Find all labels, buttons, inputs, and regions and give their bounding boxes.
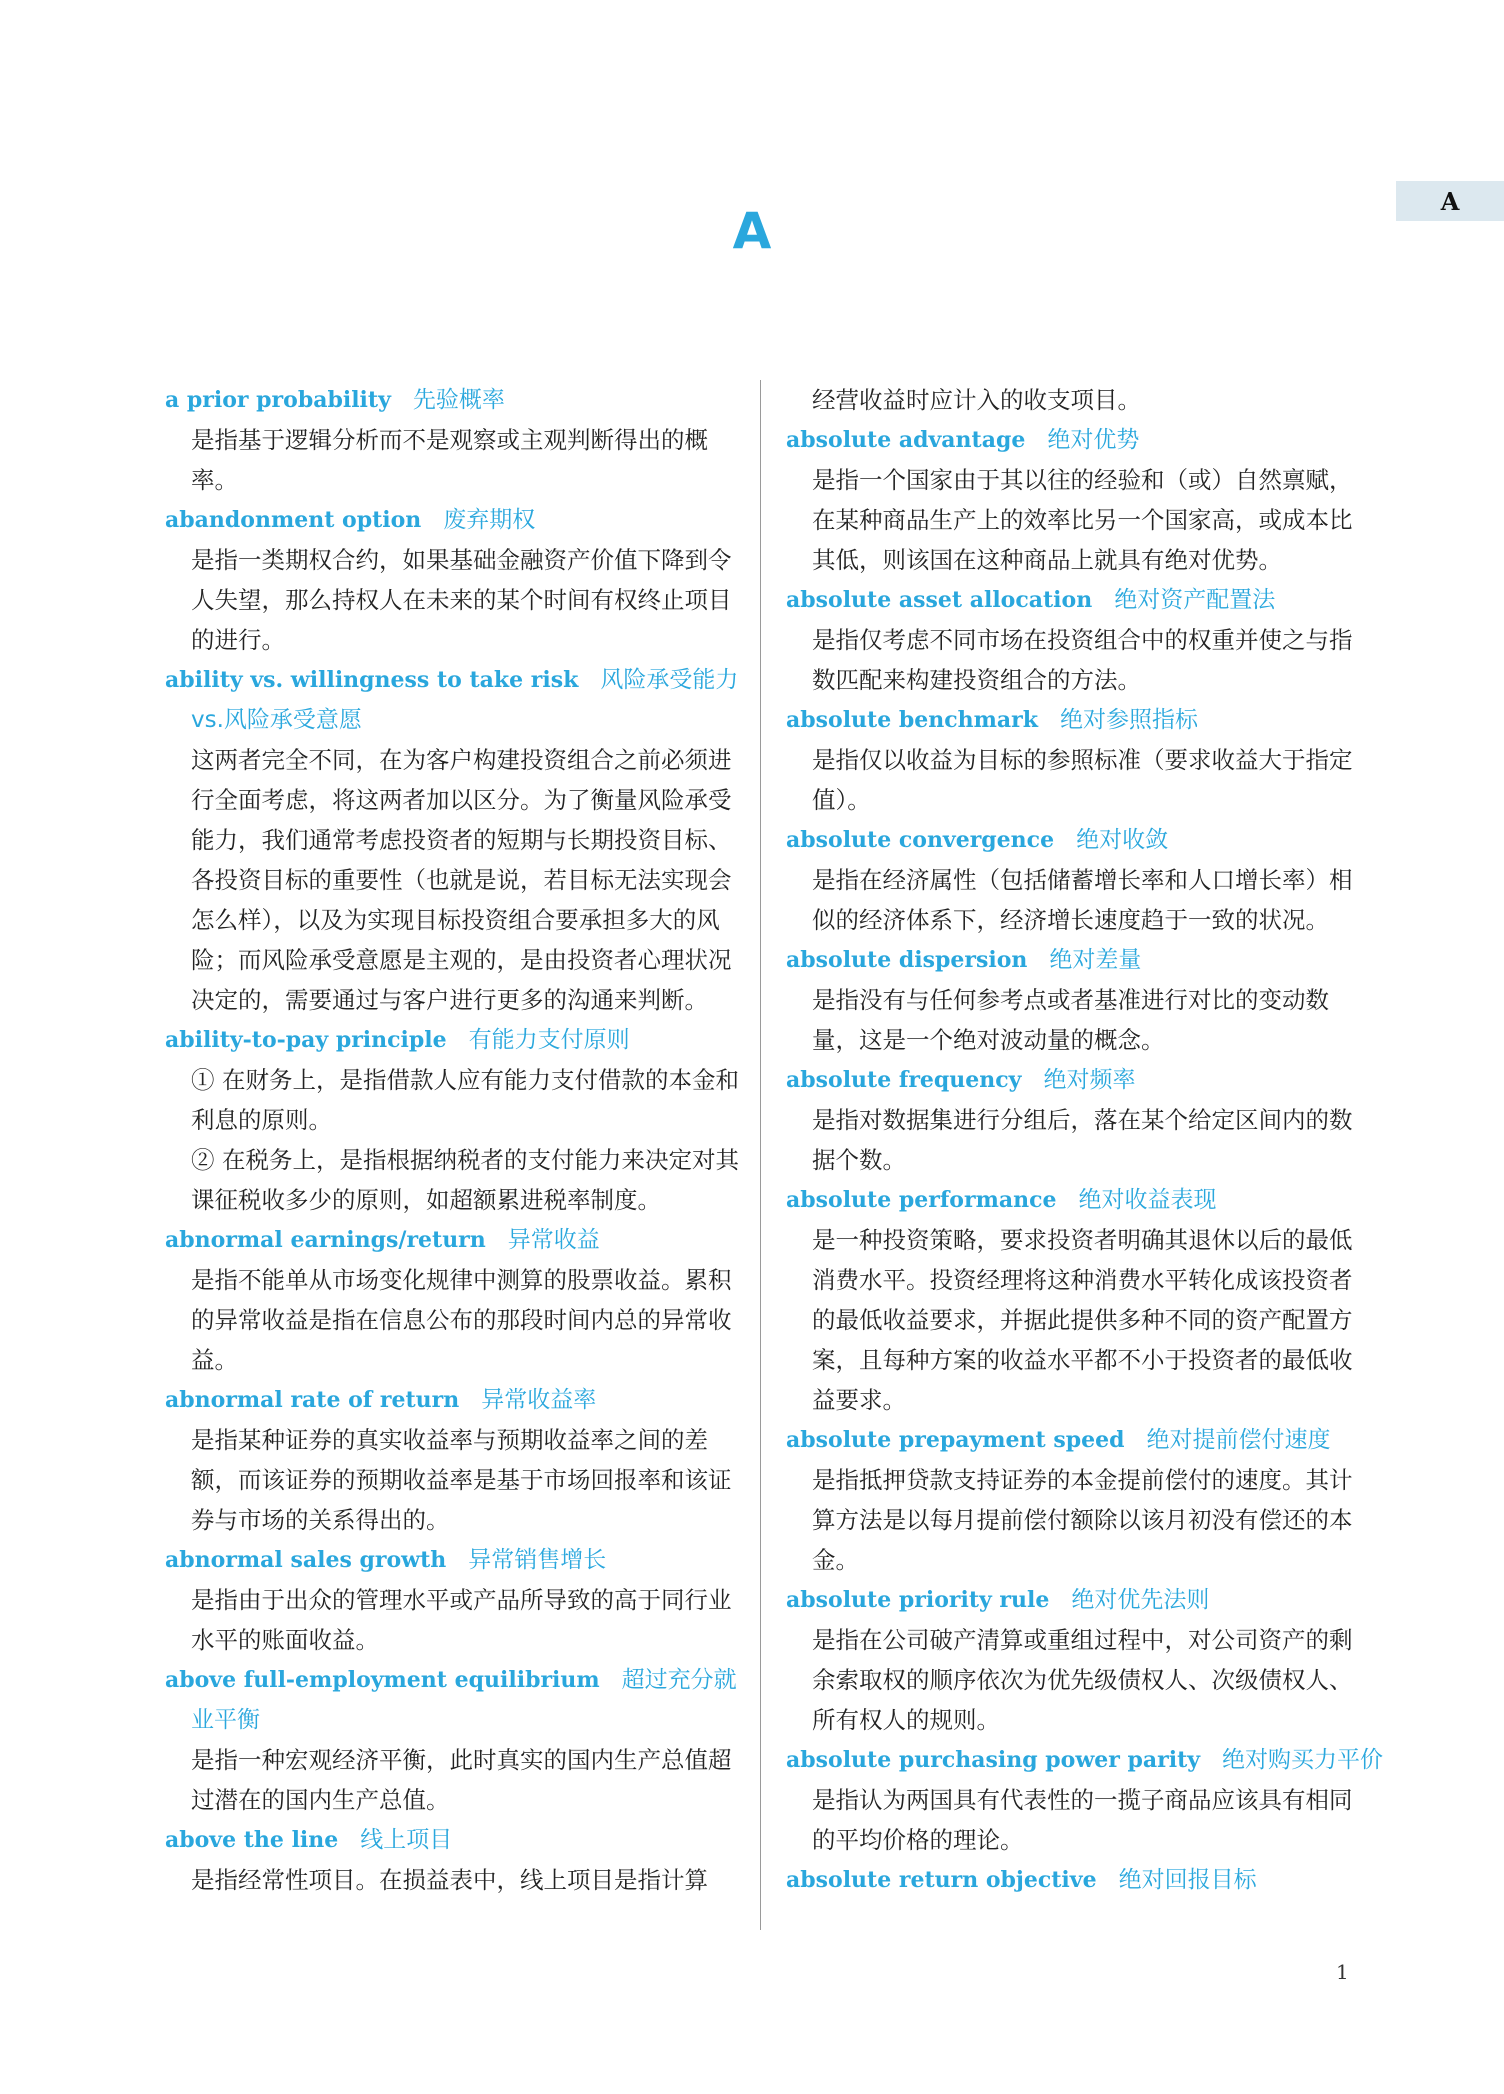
term-chinese: 绝对差量 (1049, 947, 1142, 973)
term-english: absolute convergence (786, 827, 1055, 853)
glossary-entry (786, 580, 1361, 700)
glossary-entry (786, 1420, 1361, 1580)
term-definition: 是指在公司破产清算或重组过程中，对公司资产的剩余索取权的顺序依次为优先级债权人、次级债权人、所有权人的规则。 (812, 1626, 1353, 1734)
glossary-term (165, 1380, 740, 1420)
glossary-entry (786, 1060, 1361, 1180)
term-definition: 是指抵押贷款支持证券的本金提前偿付的速度。其计算方法是以每月提前偿付额除以该月初没有偿还的本金。 (812, 1466, 1353, 1574)
term-chinese: 绝对收敛 (1076, 827, 1169, 853)
term-definition: 是指基于逻辑分析而不是观察或主观判断得出的概率。 (191, 426, 708, 494)
glossary-entry (165, 1540, 740, 1660)
glossary-entry (165, 1820, 740, 1900)
term-chinese: 异常销售增长 (468, 1547, 607, 1573)
term-chinese: 绝对参照指标 (1060, 707, 1199, 733)
glossary-entry (786, 380, 1361, 420)
glossary-term (786, 1060, 1361, 1100)
term-definition: 是指认为两国具有代表性的一揽子商品应该具有相同的平均价格的理论。 (812, 1786, 1353, 1854)
term-definition: 是指仅考虑不同市场在投资组合中的权重并使之与指数匹配来构建投资组合的方法。 (812, 626, 1353, 694)
term-definition: 是指没有与任何参考点或者基准进行对比的变动数量，这是一个绝对波动量的概念。 (812, 986, 1329, 1054)
glossary-term (165, 1020, 740, 1060)
term-english: above the line (165, 1827, 339, 1853)
term-english: above full-employment equilibrium (165, 1667, 600, 1693)
glossary-term (165, 1820, 740, 1860)
glossary-term (786, 1420, 1361, 1460)
glossary-entry (786, 1860, 1361, 1900)
term-definition: ② 在税务上，是指根据纳税者的支付能力来决定对其课征税收多少的原则，如超额累进税率制度。 (191, 1146, 739, 1214)
term-definition: 是指经常性项目。在损益表中，线上项目是指计算 (191, 1866, 708, 1894)
term-chinese: 绝对收益表现 (1078, 1187, 1217, 1213)
glossary-term (786, 700, 1361, 740)
term-chinese: 绝对回报目标 (1118, 1867, 1257, 1893)
term-english: absolute dispersion (786, 947, 1028, 973)
glossary-entry (786, 1180, 1361, 1420)
term-chinese: 异常收益率 (481, 1387, 597, 1413)
term-english: absolute priority rule (786, 1587, 1050, 1613)
column-divider (760, 380, 761, 1930)
term-english: ability-to-pay principle (165, 1027, 447, 1053)
term-english: abnormal earnings/return (165, 1227, 486, 1253)
glossary-term (165, 660, 740, 740)
glossary-entry (786, 1580, 1361, 1740)
glossary-term (786, 1860, 1361, 1900)
term-definition: 是一种投资策略，要求投资者明确其退休以后的最低消费水平。投资经理将这种消费水平转化成该投资者的最低收益要求，并据此提供多种不同的资产配置方案，且每种方案的收益水平都不小于投资者的最低收益要求。 (812, 1226, 1353, 1414)
term-english: absolute purchasing power parity (786, 1747, 1201, 1773)
term-english: absolute performance (786, 1187, 1057, 1213)
glossary-term (786, 420, 1361, 460)
glossary-term (786, 1180, 1361, 1220)
term-definition: 是指一类期权合约，如果基础金融资产价值下降到令人失望，那么持权人在未来的某个时间有权终止项目的进行。 (191, 546, 732, 654)
glossary-term (786, 820, 1361, 860)
glossary-entry (165, 1380, 740, 1540)
term-english: absolute advantage (786, 427, 1026, 453)
term-english: absolute return objective (786, 1867, 1097, 1893)
left-column (165, 380, 740, 1900)
term-english: abandonment option (165, 507, 422, 533)
term-definition: 是指由于出众的管理水平或产品所导致的高于同行业水平的账面收益。 (191, 1586, 732, 1654)
term-english: absolute frequency (786, 1067, 1022, 1093)
glossary-entry (165, 500, 740, 660)
term-definition: 是指对数据集进行分组后，落在某个给定区间内的数据个数。 (812, 1106, 1353, 1174)
term-english: ability vs. willingness to take risk (165, 667, 579, 693)
term-chinese: 先验概率 (412, 387, 505, 413)
term-english: absolute asset allocation (786, 587, 1093, 613)
glossary-entry (786, 700, 1361, 820)
term-definition: 是指一种宏观经济平衡，此时真实的国内生产总值超过潜在的国内生产总值。 (191, 1746, 732, 1814)
term-chinese: 绝对优先法则 (1071, 1587, 1210, 1613)
term-chinese: 绝对频率 (1043, 1067, 1136, 1093)
page-number: 1 (1336, 1960, 1349, 1984)
glossary-entry (786, 940, 1361, 1060)
glossary-term (165, 380, 740, 420)
term-english: abnormal rate of return (165, 1387, 460, 1413)
glossary-term (786, 1740, 1384, 1780)
glossary-entry (786, 420, 1361, 580)
term-definition: 是指在经济属性（包括储蓄增长率和人口增长率）相似的经济体系下，经济增长速度趋于一致的状况。 (812, 866, 1353, 934)
term-english: absolute prepayment speed (786, 1427, 1125, 1453)
term-definition: 这两者完全不同，在为客户构建投资组合之前必须进行全面考虑，将这两者加以区分。为了衡量风险承受能力，我们通常考虑投资者的短期与长期投资目标、各投资目标的重要性（也就是说，若目标无法实现会怎么样），以及为实现目标投资组合要承担多大的风险；而风险承受意愿是主观的，是由投资者心理状况决定的，需要通过与客户进行更多的沟通来判断。 (191, 746, 732, 1014)
term-chinese: 废弃期权 (443, 507, 536, 533)
glossary-term (165, 1220, 740, 1260)
term-chinese: 绝对提前偿付速度 (1146, 1427, 1331, 1453)
term-definition: 是指某种证券的真实收益率与预期收益率之间的差额，而该证券的预期收益率是基于市场回报率和该证券与市场的关系得出的。 (191, 1426, 732, 1534)
term-english: absolute benchmark (786, 707, 1039, 733)
glossary-term (786, 1580, 1361, 1620)
glossary-term (165, 1660, 740, 1740)
section-tab: A (1396, 181, 1504, 221)
term-definition: 是指仅以收益为目标的参照标准（要求收益大于指定值）。 (812, 746, 1353, 814)
glossary-entry (786, 820, 1361, 940)
term-chinese: 绝对购买力平价 (1222, 1747, 1384, 1773)
right-column (786, 380, 1384, 1900)
term-english: a prior probability (165, 387, 391, 413)
glossary-entry (165, 1220, 740, 1380)
term-definition: 是指一个国家由于其以往的经验和（或）自然禀赋，在某种商品生产上的效率比另一个国家高，或成本比其低，则该国在这种商品上就具有绝对优势。 (812, 466, 1353, 574)
section-letter: A (732, 202, 772, 260)
glossary-term (165, 500, 740, 540)
term-definition: ① 在财务上，是指借款人应有能力支付借款的本金和利息的原则。 (191, 1066, 739, 1134)
glossary-term (786, 940, 1361, 980)
glossary-term (786, 580, 1361, 620)
term-chinese: 超过充分就业平衡 (191, 1667, 737, 1733)
glossary-entry (165, 380, 740, 500)
term-definition: 经营收益时应计入的收支项目。 (812, 386, 1141, 414)
term-chinese: 线上项目 (360, 1827, 453, 1853)
term-english: abnormal sales growth (165, 1547, 447, 1573)
glossary-entry (165, 660, 740, 1020)
glossary-entry (165, 1020, 740, 1220)
term-chinese: 风险承受能力 vs.风险承受意愿 (191, 667, 739, 733)
term-chinese: 绝对资产配置法 (1114, 587, 1276, 613)
glossary-term (165, 1540, 740, 1580)
term-chinese: 有能力支付原则 (468, 1027, 630, 1053)
term-definition: 是指不能单从市场变化规律中测算的股票收益。累积的异常收益是指在信息公布的那段时间内总的异常收益。 (191, 1266, 732, 1374)
term-chinese: 绝对优势 (1047, 427, 1140, 453)
glossary-entry (165, 1660, 740, 1820)
glossary-entry (786, 1740, 1384, 1860)
term-chinese: 异常收益 (507, 1227, 600, 1253)
